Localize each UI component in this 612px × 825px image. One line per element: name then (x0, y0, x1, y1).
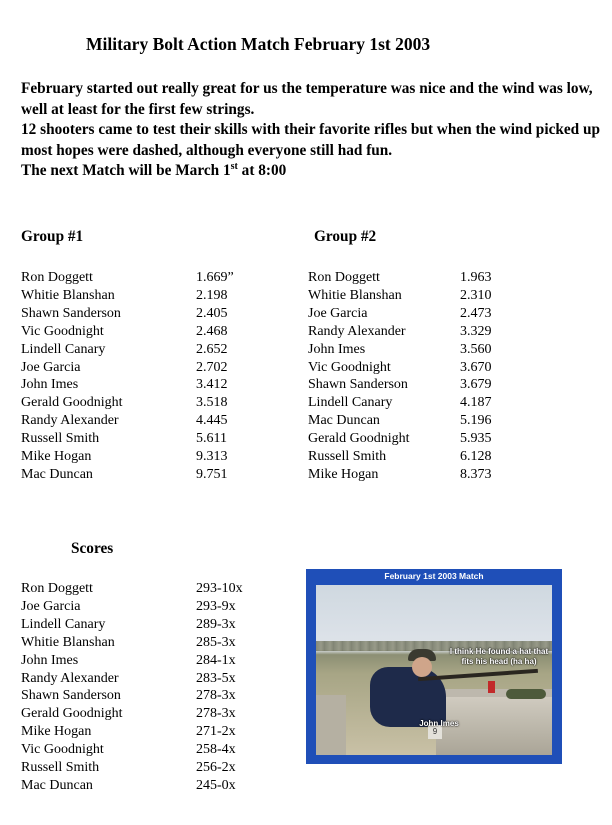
result-row (21, 723, 243, 741)
result-value: 256-2x (196, 760, 236, 776)
result-row (21, 670, 243, 688)
result-row (21, 466, 234, 484)
group1-heading: Group #1 (21, 228, 84, 245)
result-value: 2.473 (460, 305, 492, 321)
result-value: 3.412 (196, 377, 228, 393)
result-row (21, 777, 243, 795)
shooter-name: Mac Duncan (21, 777, 93, 793)
shooter-name: Gerald Goodnight (21, 395, 123, 411)
result-row (21, 287, 234, 305)
result-row (21, 412, 234, 430)
next-match-line (21, 161, 601, 182)
result-value: 285-3x (196, 634, 236, 650)
result-row (21, 305, 234, 323)
shooter-name: Ron Doggett (308, 270, 380, 285)
result-value: 5.611 (196, 431, 227, 447)
shooter-name: Joe Garcia (308, 305, 368, 321)
shooter-name: Mac Duncan (308, 413, 380, 429)
result-row (308, 341, 492, 359)
result-row (308, 269, 492, 287)
result-value: 1.963 (460, 270, 492, 285)
result-value: 245-0x (196, 777, 236, 793)
result-row (308, 448, 492, 466)
result-value: 2.198 (196, 287, 228, 303)
sand-bag (506, 689, 546, 699)
photo-title: February 1st 2003 Match (384, 571, 484, 581)
result-value: 2.468 (196, 323, 228, 339)
result-value: 258-4x (196, 742, 236, 758)
scores-heading: Scores (71, 540, 114, 557)
result-row (21, 687, 243, 705)
result-row (21, 269, 234, 287)
shooter-name: Vic Goodnight (21, 323, 104, 339)
shooter-name: Vic Goodnight (308, 359, 391, 375)
result-value: 6.128 (460, 449, 492, 465)
result-row (21, 759, 243, 777)
photo-caption-hat: I think He found a hat that fits his head (ha ha) (449, 647, 549, 666)
result-value: 293-10x (196, 581, 243, 596)
shooter-name: John Imes (308, 341, 366, 357)
shooter-name: Vic Goodnight (21, 742, 104, 758)
shooter-name: Joe Garcia (21, 359, 81, 375)
scores-results (21, 580, 243, 795)
shooter-name: Shawn Sanderson (308, 377, 408, 393)
result-value: 5.935 (460, 431, 492, 447)
result-value: 284-1x (196, 652, 236, 668)
shooter-name: Joe Garcia (21, 598, 81, 614)
result-value: 5.196 (460, 413, 492, 429)
result-value: 2.652 (196, 341, 228, 357)
result-row (21, 580, 243, 598)
result-value: 278-3x (196, 706, 236, 722)
result-row (308, 376, 492, 394)
result-row (21, 652, 243, 670)
result-value: 2.405 (196, 305, 228, 321)
result-value: 3.329 (460, 323, 492, 339)
shooter-name: Randy Alexander (21, 670, 119, 686)
shooter-name: John Imes (21, 652, 79, 668)
shooter-name: Shawn Sanderson (21, 305, 121, 321)
shooter-name: Randy Alexander (21, 413, 119, 429)
shooter-name: Shawn Sanderson (21, 688, 121, 704)
result-value: 283-5x (196, 670, 236, 686)
result-row (21, 430, 234, 448)
intro-text (21, 79, 601, 182)
result-row (308, 430, 492, 448)
shooter-name: Lindell Canary (21, 341, 106, 357)
result-row (21, 741, 243, 759)
shooter-name: Mike Hogan (21, 724, 92, 740)
result-value: 9.313 (196, 449, 228, 465)
intro-paragraph-2: 12 shooters came to test their skills with their favorite rifles but when the wind picked up most hopes were dashed, although everyone still had fun. (21, 121, 600, 159)
shooter-name: Whitie Blanshan (308, 287, 402, 303)
result-row (308, 305, 492, 323)
result-row (21, 323, 234, 341)
next-match-ordinal: st (230, 161, 238, 173)
shooter-name: Whitie Blanshan (21, 634, 115, 650)
shooter-name: Russell Smith (308, 449, 387, 465)
rifle (418, 669, 538, 681)
result-row (21, 448, 234, 466)
group2-heading: Group #2 (314, 228, 377, 245)
result-value: 8.373 (460, 466, 492, 482)
result-row (21, 598, 243, 616)
result-row (21, 616, 243, 634)
shooter-name: Russell Smith (21, 431, 100, 447)
result-value: 271-2x (196, 724, 236, 740)
result-value: 3.679 (460, 377, 492, 393)
result-row (21, 376, 234, 394)
shooter-name: Lindell Canary (21, 616, 106, 632)
next-match-time: at 8:00 (237, 162, 287, 180)
shooter-name: Mike Hogan (21, 449, 92, 465)
photo-scene (316, 585, 552, 755)
result-value: 2.702 (196, 359, 228, 375)
group1-results (21, 269, 234, 484)
result-row (308, 359, 492, 377)
shooter-name: Gerald Goodnight (308, 431, 410, 447)
result-row (308, 394, 492, 412)
group2-results (308, 269, 492, 484)
intro-paragraph-1: February started out really great for us the temperature was nice and the wind was low, well at least for the first few strings. (21, 80, 593, 118)
result-value: 3.518 (196, 395, 228, 411)
shooter-name: Mac Duncan (21, 466, 93, 482)
shooter-name: Whitie Blanshan (21, 287, 115, 303)
shooter-name: Gerald Goodnight (21, 706, 123, 722)
photo-caption-name: John Imes (419, 719, 459, 728)
result-row (21, 394, 234, 412)
result-row (308, 466, 492, 484)
shooter-name: Russell Smith (21, 760, 100, 776)
result-value: 3.560 (460, 341, 492, 357)
result-row (308, 412, 492, 430)
result-row (308, 323, 492, 341)
shooter-name: Mike Hogan (308, 466, 379, 482)
bench-left (316, 695, 346, 755)
result-value: 9.751 (196, 466, 228, 482)
page-title: Military Bolt Action Match February 1st 2003 (86, 34, 431, 54)
next-match-text: The next Match will be March 1 (21, 162, 231, 180)
result-value: 4.187 (460, 395, 492, 411)
result-value: 1.669” (196, 270, 234, 285)
shooter-name: Lindell Canary (308, 395, 393, 411)
bench-number: 9 (428, 725, 442, 739)
result-row (21, 705, 243, 723)
match-photo (306, 569, 562, 764)
soda-can (488, 681, 495, 693)
result-value: 289-3x (196, 616, 236, 632)
shooter-name: Ron Doggett (21, 581, 93, 596)
result-row (21, 634, 243, 652)
result-row (308, 287, 492, 305)
shooter-name: Randy Alexander (308, 323, 406, 339)
result-row (21, 341, 234, 359)
result-value: 2.310 (460, 287, 492, 303)
result-value: 4.445 (196, 413, 228, 429)
shooter-name: Ron Doggett (21, 270, 93, 285)
result-value: 3.670 (460, 359, 492, 375)
result-value: 278-3x (196, 688, 236, 704)
result-value: 293-9x (196, 598, 236, 614)
shooter-head (412, 657, 432, 677)
shooter-name: John Imes (21, 377, 79, 393)
result-row (21, 359, 234, 377)
